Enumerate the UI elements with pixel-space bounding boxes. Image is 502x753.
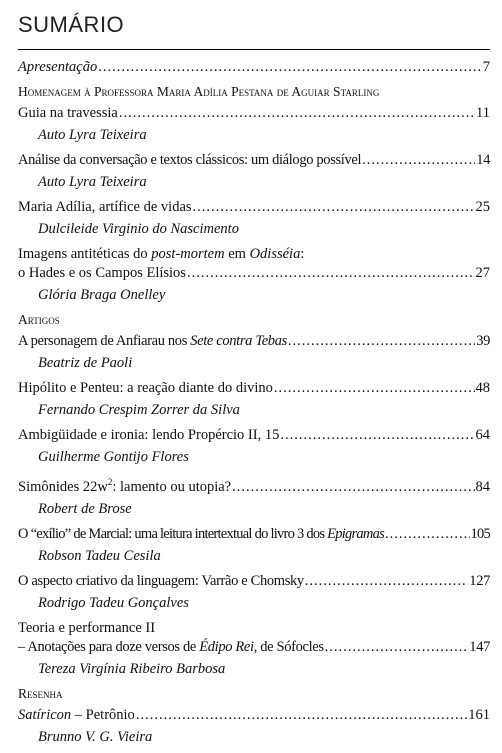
dot-leader <box>98 58 482 77</box>
dot-leader <box>232 478 474 497</box>
section-heading-homage: Homenagem à Professora Maria Adília Pestana de Aguiar Starling <box>18 84 380 99</box>
entry-title: O aspecto criativo da linguagem: Varrão e Chomsky <box>18 572 304 589</box>
entry-author: Robson Tadeu Cesila <box>38 547 161 564</box>
toc-entry[interactable] <box>18 426 490 467</box>
toc-entry[interactable] <box>18 379 490 420</box>
entry-title: Ambigüidade e ironia: lendo Propércio II, 15 <box>18 427 280 443</box>
dot-leader <box>325 638 469 657</box>
toc-entry[interactable] <box>18 245 490 305</box>
entry-author: Glória Braga Onelley <box>38 287 166 303</box>
page-number: 48 <box>475 380 490 396</box>
toc-entry[interactable] <box>18 525 490 566</box>
dot-leader <box>288 332 475 351</box>
entry-author: Robert de Brose <box>38 500 132 517</box>
dot-leader <box>305 572 469 591</box>
section-heading-articles: Artigos <box>18 312 60 327</box>
entry-author: Auto Lyra Teixeira <box>38 174 147 190</box>
page-number: 84 <box>475 478 490 495</box>
section-heading-reviews: Resenha <box>18 685 63 701</box>
page-number: 127 <box>469 572 490 589</box>
toc-entry[interactable] <box>18 198 490 239</box>
entry-title-line-1: Teoria e performance II <box>18 619 156 636</box>
entry-author: Beatriz de Paoli <box>38 355 133 371</box>
entry-title: Satíricon – Petrônio <box>18 706 135 723</box>
entry-title: Apresentação <box>18 59 98 75</box>
dot-leader <box>193 198 475 217</box>
entry-author: Auto Lyra Teixeira <box>38 127 147 143</box>
toc-entry[interactable] <box>18 473 490 519</box>
page-number: 147 <box>469 638 490 655</box>
dot-leader <box>274 379 475 398</box>
entry-title: A personagem de Anfiarau nos Sete contra Tebas <box>18 333 287 349</box>
entry-title: Guia na travessia <box>18 105 118 121</box>
entry-author: Guilherme Gontijo Flores <box>38 449 189 465</box>
entry-author: Rodrigo Tadeu Gonçalves <box>38 594 189 611</box>
page-number: 14 <box>476 152 490 168</box>
toc-entry[interactable] <box>18 572 490 613</box>
dot-leader <box>136 706 467 725</box>
dot-leader <box>119 104 475 123</box>
page-number: 161 <box>468 706 490 723</box>
entry-title: Simônides $22w^2$: lamento ou utopia? <box>18 477 232 495</box>
title-rule <box>18 49 490 50</box>
dot-leader <box>385 525 469 544</box>
entry-author: Tereza Virgínia Ribeiro Barbosa <box>38 660 226 677</box>
entry-author: Brunno V. G. Vieira <box>38 728 153 745</box>
toc-entry-presentation[interactable] <box>18 58 490 77</box>
page-number: 25 <box>475 199 490 215</box>
toc-entry[interactable] <box>18 151 490 192</box>
entry-title-line-2: – Anotações para doze versos de Édipo Rei, de Sófocles <box>18 638 324 655</box>
entry-author: Fernando Crespim Zorrer da Silva <box>38 402 240 418</box>
toc-entry[interactable] <box>18 104 490 145</box>
toc-entry[interactable] <box>18 332 490 373</box>
entry-title: Análise da conversação e textos clássicos: um diálogo possível <box>18 152 362 168</box>
page-number: 7 <box>482 59 490 75</box>
entry-title: Hipólito e Penteu: a reação diante do divino <box>18 380 273 396</box>
dot-leader <box>280 426 474 445</box>
page-number: 39 <box>476 333 490 349</box>
page-title: SUMÁRIO <box>18 12 125 37</box>
table-of-contents <box>18 58 490 753</box>
page-number: 105 <box>470 525 490 542</box>
toc-entry[interactable] <box>18 706 490 747</box>
entry-title: O “exílio” de Marcial: uma leitura intertextual do livro 3 dos Epigramas <box>18 525 385 542</box>
dot-leader <box>362 151 475 170</box>
entry-title: Maria Adília, artífice de vidas <box>18 199 192 215</box>
page-number: 27 <box>475 265 490 281</box>
entry-title-line-2: o Hades e os Campos Elísios <box>18 265 186 281</box>
entry-title-line-1: Imagens antitéticas do post-mortem em Odisséia: <box>18 246 305 262</box>
dot-leader <box>187 264 475 283</box>
page-number: 64 <box>475 427 490 443</box>
toc-entry[interactable] <box>18 619 490 679</box>
entry-author: Dulcileide Virginio do Nascimento <box>38 221 239 237</box>
page-number: 11 <box>476 105 490 121</box>
